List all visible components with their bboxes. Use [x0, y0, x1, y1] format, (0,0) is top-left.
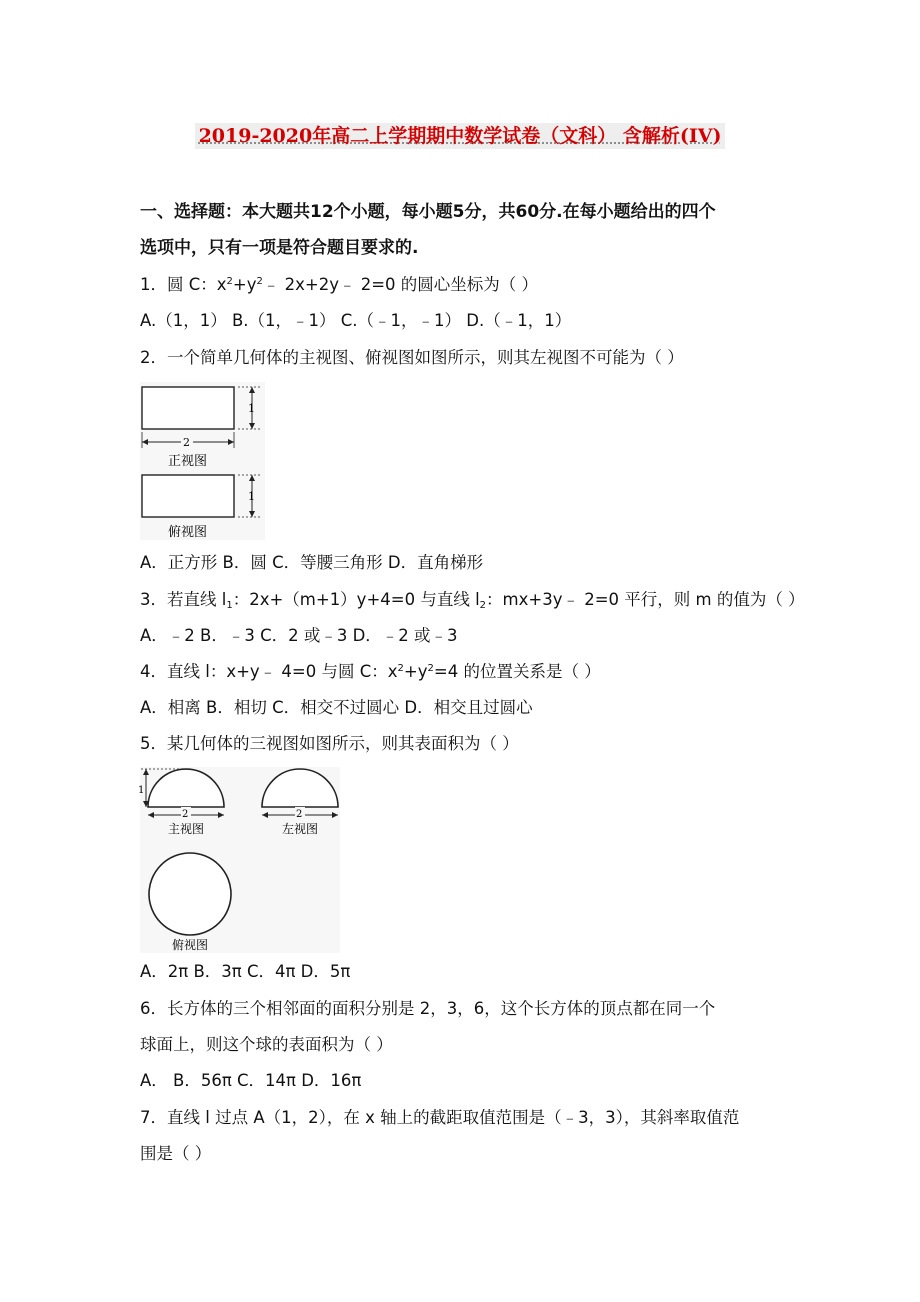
q4-stem: 4．直线 l：x+y﹣ 4=0 与圆 C：$x^2+y^2=4$ 的位置关系是（ ） — [140, 662, 601, 681]
q7-stem-line1: 7．直线 l 过点 A（1，2），在 x 轴上的截距取值范围是（﹣3，3），其斜率取值范 — [140, 1108, 740, 1127]
q2-three-view-figure — [140, 382, 265, 540]
q3-options: A．﹣2 B．﹣3 C．2 或﹣3 D．﹣2 或﹣3 — [140, 626, 458, 645]
dim-2-front: 2 — [183, 436, 190, 449]
dim-1-front: 1 — [248, 402, 255, 415]
q1-stem: 1．圆 C：$x^2+y^2﹣$ 2x+2y﹣ 2=0 的圆心坐标为（ ） — [140, 275, 539, 294]
top-view-label-q5: 俯视图 — [172, 938, 209, 952]
document-title: 2019-2020年高二上学期期中数学试卷（文科） 含解析(IV) — [0, 122, 920, 150]
q2-options: A．正方形 B．圆 C．等腰三角形 D．直角梯形 — [140, 553, 484, 572]
main-view-label: 主视图 — [168, 822, 205, 836]
q5-options: A．2π B．3π C．4π D．5π — [140, 962, 351, 981]
q6-stem-line1: 6．长方体的三个相邻面的面积分别是 2，3，6，这个长方体的顶点都在同一个 — [140, 999, 716, 1018]
front-view-label: 正视图 — [168, 454, 208, 469]
q6-options: A． B．56π C．14π D．16π — [140, 1071, 362, 1090]
q6-stem-line2: 球面上，则这个球的表面积为（ ） — [140, 1035, 393, 1054]
q4-options: A．相离 B．相切 C．相交不过圆心 D．相交且过圆心 — [140, 698, 533, 717]
q1-options: A.（1，1） B.（1，﹣1） C.（﹣1，﹣1） D.（﹣1，1） — [140, 311, 572, 330]
q5-three-view-figure — [140, 767, 340, 953]
q7-stem-line2: 围是（ ） — [140, 1144, 212, 1163]
q3-stem: 3．若直线 $l_1$：2x+（m+1）y+4=0 与直线 $l_2$：mx+3y﹣ 2=0 平行，则 m 的值为（ ） — [140, 590, 805, 611]
section-heading-line2: 选项中，只有一项是符合题目要求的. — [140, 238, 419, 258]
section-heading-line1: 一、选择题：本大题共12个小题，每小题5分，共60分.在每小题给出的四个 — [140, 202, 716, 222]
dim-2-left: 2 — [296, 809, 303, 820]
top-view-label: 俯视图 — [168, 525, 208, 540]
q2-stem: 2．一个简单几何体的主视图、俯视图如图所示，则其左视图不可能为（ ） — [140, 348, 684, 367]
dim-1-top: 1 — [248, 490, 255, 503]
q5-stem: 5．某几何体的三视图如图所示，则其表面积为（ ） — [140, 734, 519, 753]
dim-2-main: 2 — [182, 809, 189, 820]
left-view-label: 左视图 — [282, 822, 319, 836]
dim-1-main: 1 — [138, 785, 145, 796]
